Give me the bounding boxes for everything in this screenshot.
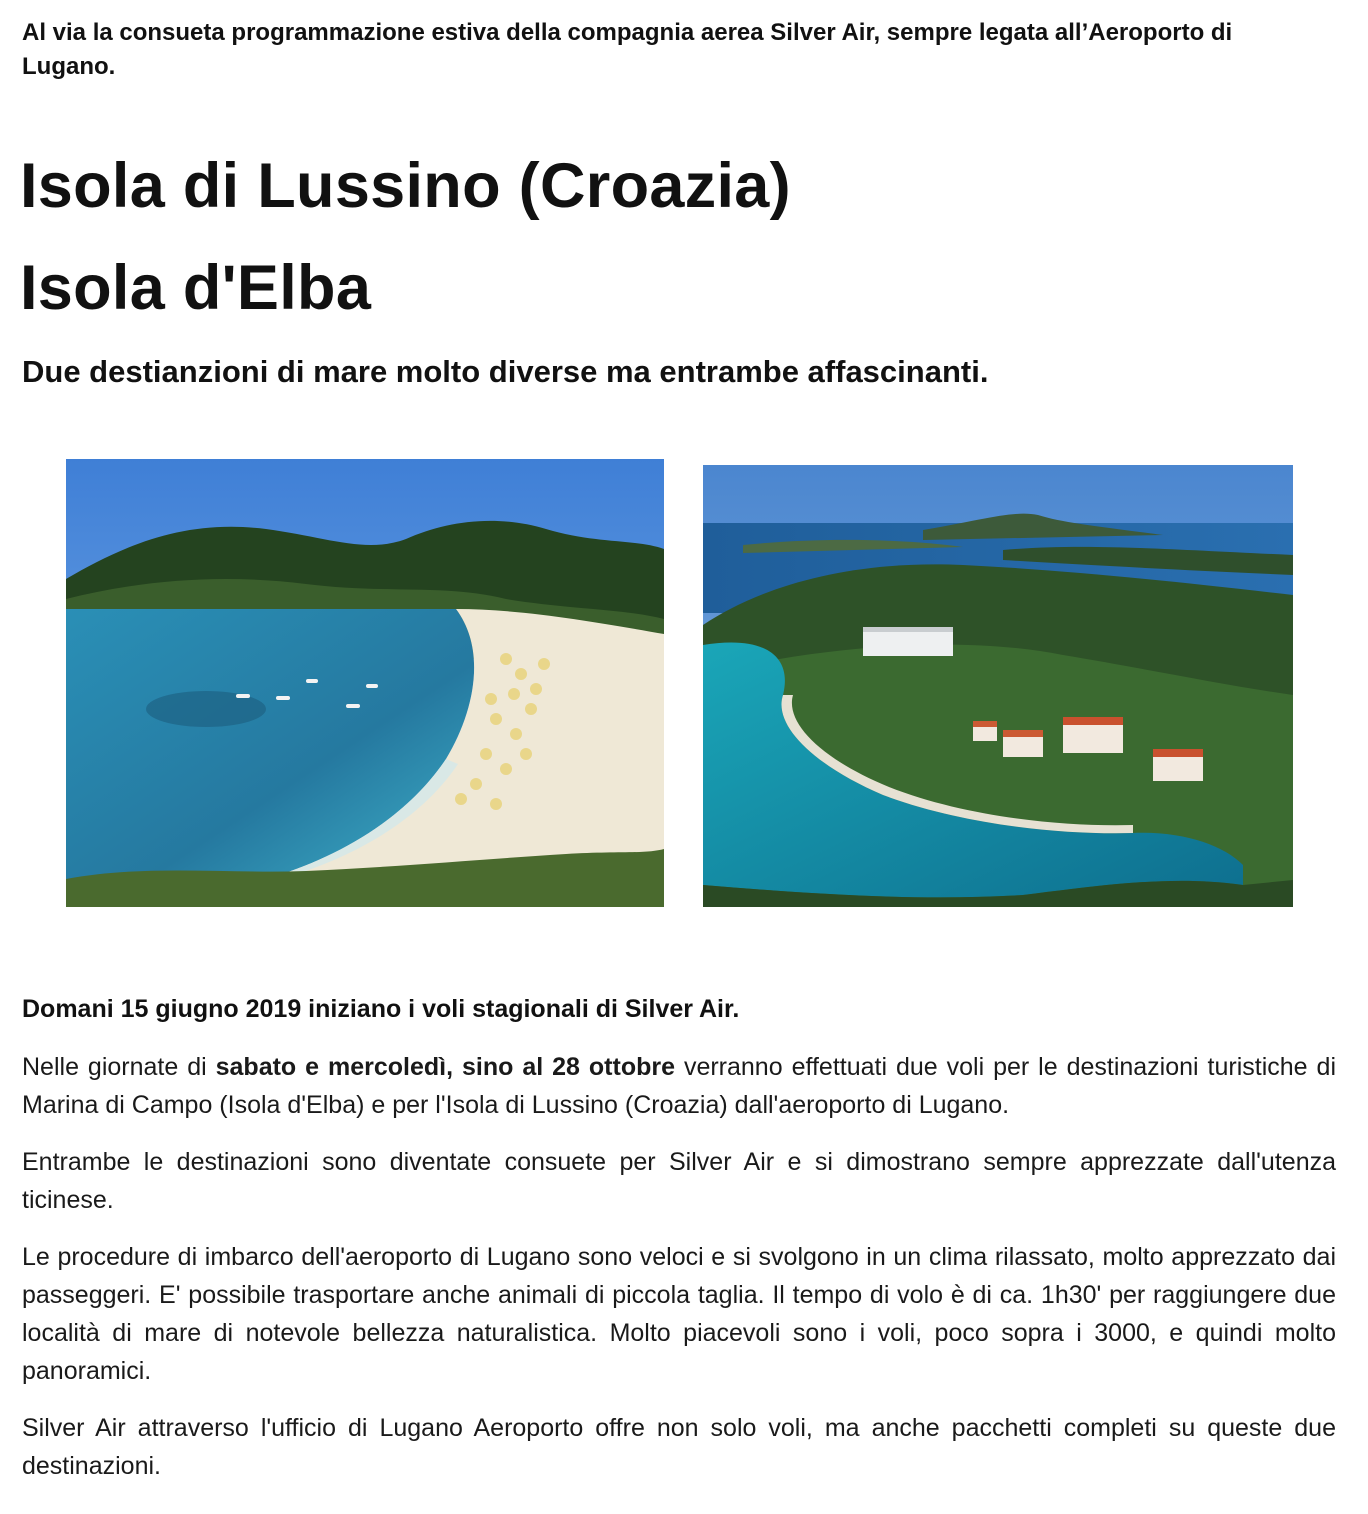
paragraph-packages: Silver Air attraverso l'ufficio di Lugano Aeroporto offre non solo voli, ma anche pacchetti completi su queste due destinazioni. — [22, 1414, 1336, 1480]
paragraph-schedule — [22, 1048, 1336, 1124]
intro-text: Al via la consueta programmazione estiva della compagnia aerea Silver Air, sempre legata all’Aeroporto di Lugano. — [22, 19, 1233, 80]
title-lussino: Isola di Lussino (Croazia) — [20, 151, 791, 221]
coastal-resort-illustration — [703, 465, 1293, 907]
subtitle: Due destianzioni di mare molto diverse ma entrambe affascinanti. — [22, 354, 989, 389]
paragraph-schedule-end: verranno effettuati due voli per le destinazioni turistiche di Marina di Campo (Isola d'Elba) e per l'Isola di Lussino (Croazia) dall'aeroporto di Lugano. — [22, 1053, 1336, 1119]
paragraph-procedures: Le procedure di imbarco dell'aeroporto di Lugano sono veloci e si svolgono in un clima rilassato, molto apprezzato dai passeggeri. E' possibile trasportare anche animali di piccola taglia. Il tempo di volo è di ca. 1h30' per raggiungere due località di mare di notevole bellezza naturalistica. Molto piacevoli sono i voli, poco sopra i 3000, e quindi molto panoramici. — [22, 1243, 1336, 1385]
coastal-resort-photo — [703, 465, 1293, 907]
lead-sentence: Domani 15 giugno 2019 iniziano i voli stagionali di Silver Air. — [22, 995, 740, 1023]
title-elba: Isola d'Elba — [20, 253, 372, 323]
paragraph-schedule-start: Nelle giornate di — [22, 1053, 216, 1081]
beach-bay-photo — [66, 459, 664, 907]
schedule-days: sabato e mercoledì, sino al 28 ottobre — [215, 1053, 675, 1081]
beach-bay-illustration — [66, 459, 664, 907]
paragraph-destinations: Entrambe le destinazioni sono diventate consuete per Silver Air e si dimostrano sempre apprezzate dall'utenza ticinese. — [22, 1148, 1336, 1214]
article-body — [22, 1048, 1336, 1504]
